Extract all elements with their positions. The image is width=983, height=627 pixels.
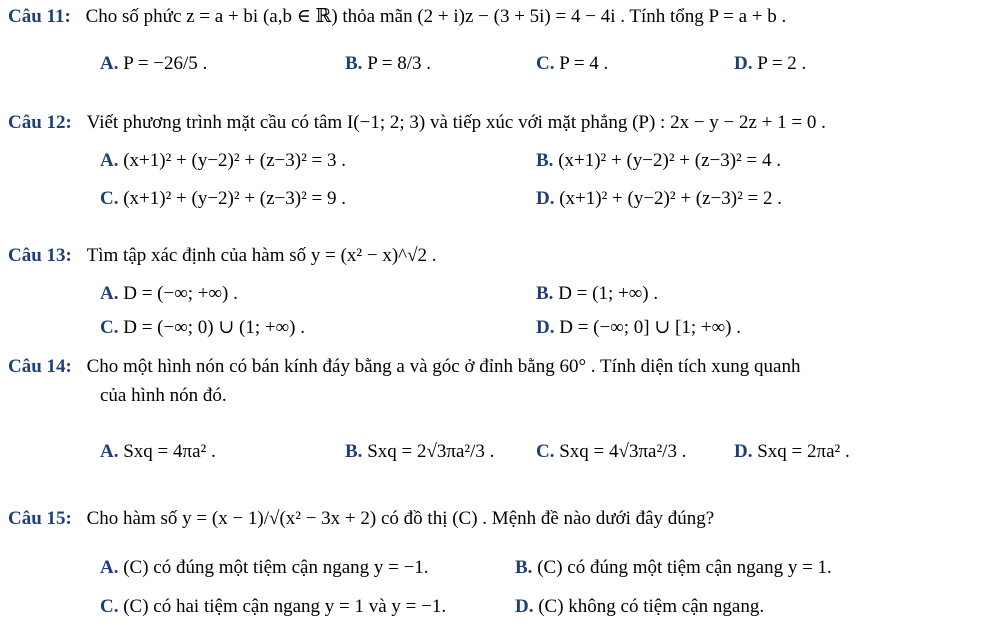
option-text: Sxq = 4√3πa²/3 .: [559, 441, 687, 462]
question-12-option-b[interactable]: [536, 149, 781, 173]
question-14-option-c[interactable]: [536, 440, 686, 464]
option-text: (C) có hai tiệm cận ngang y = 1 và y = −1.: [123, 596, 447, 617]
option-text: (x+1)² + (y−2)² + (z−3)² = 3 .: [123, 150, 347, 171]
question-14-option-a[interactable]: [100, 440, 216, 464]
question-15-option-d[interactable]: [515, 595, 764, 619]
question-11-option-b[interactable]: [345, 52, 431, 76]
option-text: P = 8/3 .: [367, 53, 432, 74]
option-label: C.: [100, 596, 119, 617]
option-label: B.: [345, 441, 363, 462]
question-15-option-a[interactable]: [100, 556, 429, 580]
question-text: của hình nón đó.: [100, 385, 227, 406]
option-label: D.: [734, 53, 753, 74]
question-text: Cho hàm số y = (x − 1)/√(x² − 3x + 2) có đồ thị (C) . Mệnh đề nào dưới đây đúng?: [86, 508, 715, 529]
option-label: C.: [536, 53, 555, 74]
question-number: Câu 11:: [8, 6, 71, 27]
option-text: (x+1)² + (y−2)² + (z−3)² = 2 .: [559, 188, 783, 209]
question-number: Câu 15:: [8, 508, 72, 529]
option-text: P = 4 .: [559, 53, 609, 74]
question-15-option-c[interactable]: [100, 595, 446, 619]
question-13-stem: [8, 244, 437, 268]
option-label: C.: [100, 188, 119, 209]
question-14-option-d[interactable]: [734, 440, 850, 464]
question-12-option-d[interactable]: [536, 187, 782, 211]
question-13-option-a[interactable]: [100, 282, 238, 306]
option-label: D.: [536, 188, 555, 209]
question-11-stem: [8, 5, 786, 29]
question-text: Tìm tập xác định của hàm số y = (x² − x)^√2 .: [86, 245, 437, 266]
option-text: Sxq = 2√3πa²/3 .: [367, 441, 495, 462]
question-14-stem: [8, 355, 800, 379]
option-text: D = (−∞; 0) ∪ (1; +∞) .: [123, 317, 305, 338]
option-text: D = (−∞; +∞) .: [123, 283, 238, 304]
option-text: D = (−∞; 0] ∪ [1; +∞) .: [559, 317, 741, 338]
option-text: (C) có đúng một tiệm cận ngang y = 1.: [537, 557, 832, 578]
option-text: (x+1)² + (y−2)² + (z−3)² = 4 .: [558, 150, 781, 171]
option-text: Sxq = 2πa² .: [757, 441, 850, 462]
question-number: Câu 12:: [8, 112, 72, 133]
question-number: Câu 13:: [8, 245, 72, 266]
option-label: B.: [345, 53, 363, 74]
question-11-option-a[interactable]: [100, 52, 207, 76]
question-12-stem: [8, 111, 826, 135]
option-label: A.: [100, 557, 119, 578]
option-text: Sxq = 4πa² .: [123, 441, 216, 462]
question-number: Câu 14:: [8, 356, 72, 377]
question-15-stem: [8, 507, 714, 531]
option-text: P = 2 .: [757, 53, 807, 74]
option-label: B.: [515, 557, 533, 578]
option-text: (C) không có tiệm cận ngang.: [538, 596, 765, 617]
question-13-option-b[interactable]: [536, 282, 658, 306]
option-label: A.: [100, 53, 119, 74]
option-label: B.: [536, 150, 554, 171]
option-label: B.: [536, 283, 554, 304]
question-11-option-c[interactable]: [536, 52, 608, 76]
option-text: D = (1; +∞) .: [558, 283, 659, 304]
question-14-stem-continued: [100, 384, 227, 408]
option-text: P = −26/5 .: [123, 53, 208, 74]
option-label: D.: [734, 441, 753, 462]
option-text: (C) có đúng một tiệm cận ngang y = −1.: [123, 557, 429, 578]
question-11-option-d[interactable]: [734, 52, 806, 76]
option-label: A.: [100, 441, 119, 462]
question-12-option-a[interactable]: [100, 149, 346, 173]
question-13-option-d[interactable]: [536, 316, 741, 340]
option-label: C.: [536, 441, 555, 462]
question-15-option-b[interactable]: [515, 556, 832, 580]
option-label: D.: [515, 596, 534, 617]
option-label: A.: [100, 283, 119, 304]
question-14-option-b[interactable]: [345, 440, 494, 464]
option-label: C.: [100, 317, 119, 338]
question-13-option-c[interactable]: [100, 316, 305, 340]
option-label: D.: [536, 317, 555, 338]
question-text: Cho một hình nón có bán kính đáy bằng a và góc ở đỉnh bằng 60° . Tính diện tích xung quanh: [86, 356, 801, 377]
question-12-option-c[interactable]: [100, 187, 346, 211]
option-label: A.: [100, 150, 119, 171]
question-text: Viết phương trình mặt cầu có tâm I(−1; 2; 3) và tiếp xúc với mặt phẳng (P) : 2x − y − 2z + 1 = 0 .: [86, 112, 826, 133]
question-text: Cho số phức z = a + bi (a,b ∈ ℝ) thỏa mãn (2 + i)z − (3 + 5i) = 4 − 4i . Tính tổng P = a + b .: [85, 6, 787, 27]
option-text: (x+1)² + (y−2)² + (z−3)² = 9 .: [123, 188, 347, 209]
